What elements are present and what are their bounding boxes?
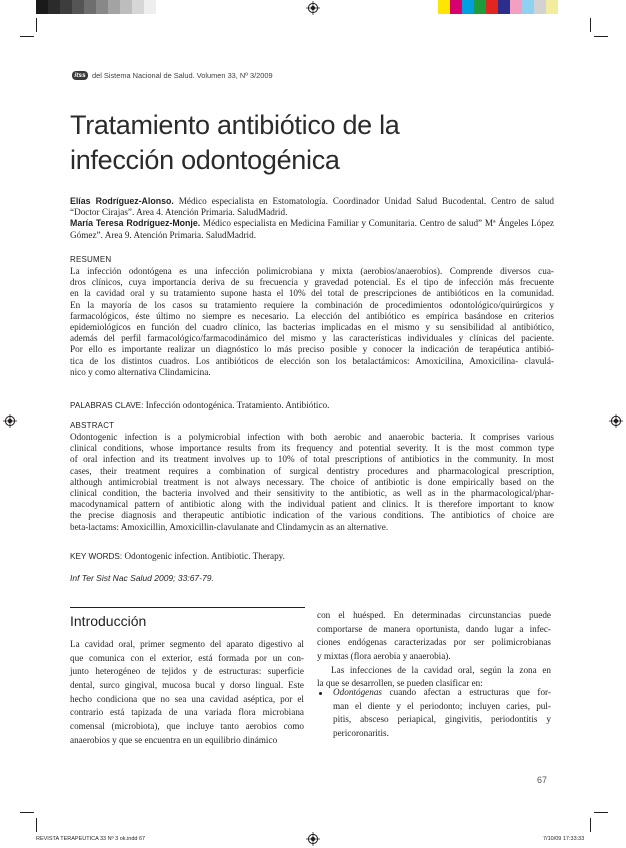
- abstract-line: beta-lactams: Amoxicillin, Amoxicillin-clavulanate and Clindamycin as an alternative.: [70, 521, 389, 532]
- body-line: hecho condiciona que no sea una cavidad aséptica, por el: [70, 693, 304, 704]
- color-swatch: [486, 0, 498, 14]
- bullet-term: Odontógenas: [333, 687, 382, 697]
- crop-mark: [36, 818, 37, 832]
- bullet-line: pericoronaritis.: [333, 728, 389, 739]
- registration-mark-top: [306, 1, 320, 15]
- body-line: Las infecciones de la cavidad oral, según la zona en: [331, 664, 551, 675]
- resumen-line: farmacológicos, éste último no siempre es necesario. La elección del antibiótico es empírica basándose en criterios: [70, 310, 554, 321]
- author-block: [70, 196, 554, 241]
- bullet-text: cuando afectan a estructuras que for-: [382, 687, 551, 697]
- body-line: la que se desarrollen, se pueden clasificar en:: [317, 678, 483, 689]
- intro-left-column: [70, 638, 304, 748]
- introduccion-heading: Introducción: [70, 613, 147, 629]
- body-line: dental, surco gingival, mucosa bucal y dorso lingual. Este: [70, 680, 304, 691]
- author-entry: [70, 218, 554, 240]
- gray-swatch: [60, 0, 72, 14]
- body-line: La cavidad oral, primer segmento del aparato digestivo al: [70, 639, 304, 649]
- color-swatch: [462, 0, 474, 14]
- gray-swatch: [48, 0, 60, 14]
- resumen-heading: RESUMEN: [70, 255, 112, 264]
- title-line: Tratamiento antibiótico de la: [70, 110, 400, 140]
- palabras-clave-text: Infección odontogénica. Tratamiento. Antibiótico.: [143, 400, 330, 410]
- color-swatch: [438, 0, 450, 14]
- gray-swatch: [72, 0, 84, 14]
- section-rule: [70, 607, 305, 608]
- palabras-clave: [70, 400, 329, 410]
- registration-mark-left: [3, 414, 17, 428]
- crop-mark: [20, 36, 34, 37]
- key-words-text: Odontogenic infection. Antibiotic. Therapy.: [122, 551, 285, 561]
- gray-swatch: [120, 0, 132, 14]
- resumen-line: epidemiológicos en función del cuadro clínico, las bacterias implicadas en el mismo y su sensibilidad al antibiótico,: [70, 321, 554, 332]
- title-line: infección odontogénica: [70, 145, 340, 175]
- author-name: Elías Rodríguez-Alonso.: [70, 196, 174, 206]
- citation: Inf Ter Sist Nac Salud 2009; 33:67-79.: [70, 573, 214, 583]
- body-line: comportarse de manera oportunista, dando lugar a infec-: [317, 623, 551, 634]
- crop-mark: [20, 812, 34, 813]
- author-affiliation: Médico especialista en Medicina Familiar y Comunitaria. Centro de salud” Mª Ángeles López Gómez”. Area 9. Atención Primaria. SaludMadrid.: [70, 218, 555, 240]
- author-affiliation: Médico especialista en Estomatología. Coordinador Unidad Salud Bucodental. Centro de salud “Doctor Cirajas”. Area 4. Atención Primaria. SaludMadrid.: [70, 196, 554, 218]
- color-swatch: [546, 0, 558, 14]
- crop-mark: [36, 18, 37, 32]
- body-line: contrario está tapizada de una variada flora microbiana: [70, 707, 304, 718]
- gray-swatch: [132, 0, 144, 14]
- abstract-line: although antimicrobial treatment is not always necessary. The choice of antibiotic is done empirically based on the: [70, 476, 554, 487]
- abstract-line: clinical condition, the bacteria involved and their sensitivity to the antibiotic, as well as in the pharmacological/phar-: [70, 487, 554, 498]
- crop-mark: [590, 818, 591, 832]
- bullet-item: [333, 686, 551, 741]
- print-slug-left: REVISTA TERAPEUTICA 33 Nº 3 ok.indd 67: [36, 836, 146, 842]
- crop-mark: [594, 812, 608, 813]
- registration-mark-right: [609, 414, 623, 428]
- bullet-line: man el diente y el periodonto; incluyen caries, pul-: [333, 700, 551, 711]
- journal-header: [72, 71, 273, 80]
- print-slug-right: 7/10/09 17:33:33: [543, 836, 585, 842]
- key-words-label: KEY WORDS:: [70, 552, 123, 561]
- article-title: [70, 108, 490, 178]
- registration-mark-bottom: [306, 832, 320, 846]
- abstract-line: the precise diagnosis and therapeutic antibiotic indication of the various conditions. The antibiotics of choice are: [70, 510, 554, 521]
- body-line: anaerobios y que se encuentra en un equilibrio dinámico: [70, 734, 278, 745]
- resumen-line: tica de los distintos cuadros. Los antibióticos de elección son los betalactámicos: Amoxicilina, Amoxicilina- clavulá-: [70, 355, 554, 366]
- body-line: junto heterogéneo de tejidos y de estructuras: superficie: [70, 666, 304, 677]
- body-line: y mixtas (flora aerobia y anaerobia).: [317, 651, 451, 662]
- abstract-line: of oral infection and its treatment involves up to 10% of total prescriptions of antibiotics in the community. In most: [70, 454, 554, 465]
- resumen-line: en la cavidad oral y su tratamiento supone hasta el 10% del total de prescripciones de antibióticos en la comunidad.: [70, 288, 554, 299]
- abstract-line: clinical conditions, whose importance results from its frequency and potential severity. It is the most common type: [70, 443, 554, 454]
- author-entry: [70, 196, 554, 218]
- gray-swatch: [144, 0, 156, 14]
- gray-swatch: [36, 0, 48, 14]
- resumen-line: además del perfil farmacológico/farmacodinámico del mismo y las características individuales y clínicas del paciente.: [70, 333, 554, 344]
- bullet-line: [333, 686, 551, 700]
- bullet-dot: [319, 692, 322, 695]
- gray-swatch: [96, 0, 108, 14]
- color-swatch: [498, 0, 510, 14]
- intro-right-column: [317, 609, 551, 691]
- resumen-text: [70, 266, 554, 378]
- color-swatch: [450, 0, 462, 14]
- gray-swatch: [84, 0, 96, 14]
- body-line: ciones endógenas caracterizadas por ser polimicrobianas: [317, 637, 551, 648]
- crop-mark: [594, 36, 608, 37]
- page-number: 67: [537, 775, 548, 785]
- resumen-line: La infección odontógena es una infección polimicrobiana y mixta (aerobios/anaerobios). Comprende diversos cua-: [70, 266, 554, 276]
- grayscale-color-bar: [36, 0, 156, 14]
- resumen-line: En la mayoría de los casos su tratamiento requiere la combinación de procedimientos odontológico/quirúrgicos y: [70, 299, 554, 310]
- gray-swatch: [108, 0, 120, 14]
- abstract-text: [70, 432, 554, 533]
- process-color-bar: [438, 0, 558, 14]
- body-line: que comunica con el exterior, está formada por un con-: [70, 652, 304, 663]
- resumen-line: dros clínicos, cuya importancia deriva de su frecuencia y gravedad potencial. Es el tipo de infección más frecuente: [70, 277, 554, 288]
- author-name: María Teresa Rodríguez-Monje.: [70, 218, 201, 229]
- color-swatch: [474, 0, 486, 14]
- color-swatch: [522, 0, 534, 14]
- color-swatch: [510, 0, 522, 14]
- resumen-line: nico y como alternativa Clindamicina.: [70, 366, 211, 377]
- crop-mark: [590, 18, 591, 32]
- abstract-heading: ABSTRACT: [70, 421, 115, 430]
- journal-issue-text: del Sistema Nacional de Salud. Volumen 33, Nº 3/2009: [92, 71, 273, 80]
- abstract-line: macodynamical pattern of antibiotic along with the individual patient and clinics. It is therefore important to know: [70, 499, 554, 510]
- abstract-line: Odontogenic infection is a polymicrobial infection with both aerobic and anaerobic bacteria. It comprises various: [70, 432, 554, 442]
- color-swatch: [534, 0, 546, 14]
- abstract-line: cases, their treatment requires a combination of surgical dentistry procedures and pharmacological prescription,: [70, 465, 554, 476]
- palabras-clave-label: PALABRAS CLAVE:: [70, 401, 144, 410]
- resumen-line: Por ello es importante realizar un diagnóstico lo más preciso posible y conocer la indicación de terapéutica antibió-: [70, 344, 554, 355]
- journal-logo: itss: [72, 71, 88, 80]
- body-line: comensal (microbiota), que incluye tanto aerobios como: [70, 721, 304, 732]
- key-words: [70, 551, 285, 561]
- bullet-line: pitis, absceso periapical, gingivitis, periodontitis y: [333, 714, 551, 725]
- body-line: con el huésped. En determinadas circunstancias puede: [317, 610, 551, 620]
